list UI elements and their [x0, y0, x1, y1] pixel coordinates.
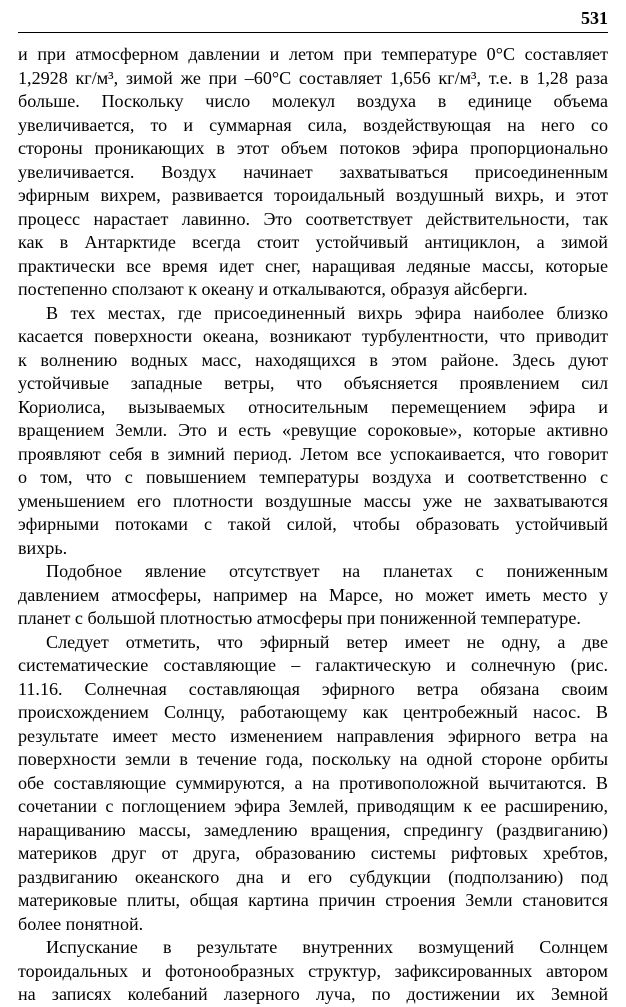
text-line: и при атмосферном давлении и летом при температуре 0°С составляет — [18, 44, 608, 64]
text-line: постепенно сползают к океану и откалываются, образуя айсберги. — [18, 279, 528, 299]
text-line: В тех местах, где присоединенный вихрь эфира наиболее близко — [46, 302, 608, 323]
text-line: 11.16. Солнечная составляющая эфирного ветра обязана своим — [18, 678, 608, 699]
text-line: тороидальных и фотонообразных структур, зафиксированных автором — [18, 960, 608, 981]
text-line: Испускание в результате внутренних возмущений Солнцем — [46, 937, 608, 957]
text-line: Следует отметить, что эфирный ветер имеет не одну, а две — [46, 631, 608, 652]
text-line: больше. Поскольку число молекул воздуха в единице объема — [18, 91, 608, 111]
text-line: происхождением Солнцу, работающему как центробежный насос. В — [18, 702, 608, 722]
page-header — [18, 6, 608, 33]
text-line: более понятной. — [18, 913, 144, 934]
text-line: поверхности земли в течение года, поскольку на одной стороне орбиты — [18, 749, 608, 769]
text-line: уменьшением его плотности воздушные массы уже не захватываются — [18, 490, 608, 511]
text-line: систематические составляющие – галактическую и солнечную (рис. — [18, 655, 608, 675]
text-line: как в Антарктиде всегда стоит устойчивый антициклон, а зимой — [18, 232, 608, 252]
text-line: вращением Земли. Это и есть «ревущие сороковые», которые активно — [18, 420, 608, 440]
text-line: наращиванию массы, замедлению вращения, спредингу (раздвиганию) — [18, 819, 608, 840]
text-line: материковые плиты, общая картина причин строения Земли становится — [18, 890, 608, 910]
text-line: касается поверхности океана, возникают турбулентности, что приводит — [18, 326, 608, 346]
text-line: вихрь. — [18, 537, 68, 558]
text-line: на записях колебаний лазерного луча, по достижении их Земной — [18, 984, 608, 1004]
text-line: увеличивается. Воздух начинает захватываться присоединенным — [18, 161, 608, 182]
text-line: результате имеет место изменением направления эфирного ветра на — [18, 725, 608, 746]
text-line: сочетании с поглощением эфира Землей, приводящим к ее расширению, — [18, 796, 608, 816]
text-line: Кориолиса, вызываемых относительным перемещением эфира и — [18, 396, 608, 417]
text-line: материков друг от друга, образованию системы рифтовых хребтов, — [18, 843, 608, 863]
text-line: раздвиганию океанского дна и его субдукции (подползанию) под — [18, 866, 608, 887]
text-line: давлением атмосферы, например на Марсе, но может иметь место у — [18, 584, 608, 605]
text-line: проявляют себя в зимний период. Летом все успокаивается, что говорит — [18, 443, 608, 464]
text-line: устойчивые западные ветры, что объясняется проявлением сил — [18, 373, 608, 393]
text-line: о том, что с повышением температуры воздуха и соответственно с — [18, 467, 608, 487]
text-line: процесс нарастает лавинно. Это соответствует действительности, так — [18, 208, 608, 229]
text-line: к волнению водных масс, находящихся в этом районе. Здесь дуют — [18, 349, 608, 370]
text-line: увеличивается, то и суммарная сила, воздействующая на него со — [18, 114, 608, 135]
page-body-text — [18, 43, 608, 1007]
text-line: практически все время идет снег, наращивая ледяные массы, которые — [18, 255, 608, 276]
text-line: Подобное явление отсутствует на планетах с пониженным — [46, 561, 608, 581]
text-line: обе составляющие суммируются, а на противоположной вычитаются. В — [18, 772, 608, 793]
page-number: 531 — [581, 8, 608, 28]
text-line: планет с большой плотностью атмосферы при пониженной температуре. — [18, 608, 581, 628]
text-line: эфирным вихрем, развивается тороидальный воздушный вихрь, и этот — [18, 185, 608, 205]
text-line: эфирными потоками с такой силой, чтобы образовать устойчивый — [18, 514, 608, 534]
text-line: 1,2928 кг/м³, зимой же при –60°С составляет 1,656 кг/м³, т.е. в 1,28 раза — [18, 67, 608, 88]
text-line: стороны проникающих в этот объем потоков эфира пропорционально — [18, 138, 608, 158]
